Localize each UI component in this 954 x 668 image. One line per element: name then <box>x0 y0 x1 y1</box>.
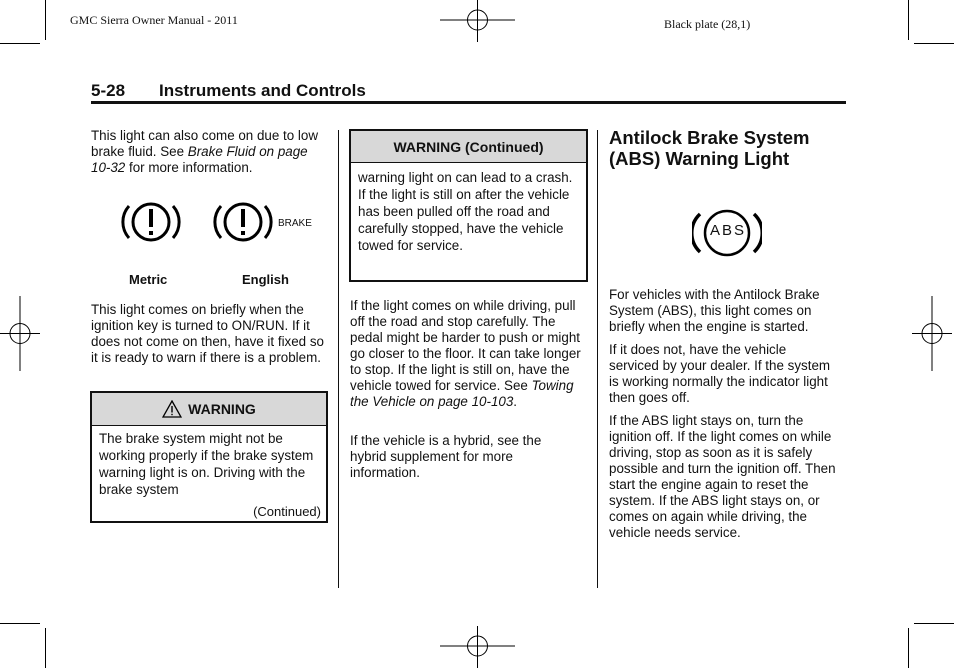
brake-warning-metric-icon <box>117 198 185 246</box>
column-divider <box>338 130 339 588</box>
col1-paragraph-2: This light comes on briefly when the ignition key is turned to ON/RUN. If it does not come on then, have it fixed so it is ready to warn if there is a problem. <box>91 302 324 365</box>
brake-text-label: BRAKE <box>278 218 312 229</box>
crop-mark <box>908 628 909 668</box>
registration-mark-left <box>0 296 40 371</box>
crop-mark <box>914 43 954 44</box>
warning-continued-box <box>349 129 588 282</box>
col3-paragraph-3: If the ABS light stays on, turn the ignition off. If the light comes on while driving, stop as soon as it is safely possible and turn the ignition off. Then start the engine again to reset the system. If the ABS light stays on, or comes on again while driving, the vehicle needs service. <box>609 413 836 540</box>
crop-mark <box>908 0 909 40</box>
warning-triangle-icon <box>162 400 182 418</box>
brake-warning-english-icon <box>213 198 273 246</box>
english-label: English <box>242 272 289 287</box>
warning-continued-body: warning light on can lead to a crash. If the light is still on after the vehicle has been pulled off the road and carefully stopped, have the vehicle towed for service. <box>358 170 573 253</box>
brake-fluid-link[interactable]: Brake Fluid on page 10-32 <box>91 144 308 175</box>
registration-mark-top <box>440 0 515 42</box>
metric-label: Metric <box>129 272 168 287</box>
registration-mark-right <box>912 296 952 371</box>
page-number: 5-28 <box>91 81 126 100</box>
abs-section-heading: Antilock Brake System (ABS) Warning Light <box>609 127 810 169</box>
header-rule <box>91 101 846 104</box>
column-divider <box>597 130 598 588</box>
warning-body: The brake system might not be working properly if the brake system warning light is on. Driving with the brake system <box>99 431 314 497</box>
section-title: Instruments and Controls <box>159 81 366 100</box>
warning-box <box>90 391 328 523</box>
col1-paragraph-1: This light can also come on due to low brake fluid. See Brake Fluid on page 10-32 for more information. <box>91 128 319 175</box>
col2-paragraph-2: If the vehicle is a hybrid, see the hybrid supplement for more information. <box>350 433 542 480</box>
registration-mark-bottom <box>440 626 515 668</box>
crop-mark <box>45 628 46 668</box>
warning-continued-header: WARNING (Continued) <box>351 131 586 163</box>
crop-mark <box>45 0 46 40</box>
col3-paragraph-2: If it does not, have the vehicle serviced by your dealer. If the system is working normally the indicator light then goes off. <box>609 342 831 405</box>
warning-title: WARNING <box>188 401 256 417</box>
doc-title: GMC Sierra Owner Manual - 2011 <box>70 13 238 27</box>
col2-paragraph-1: If the light comes on while driving, pull off the road and stop carefully. The pedal might be harder to push or might go closer to the floor. It can take longer to stop. If the light is still on, have the vehicle towed for service. See Towing the Vehicle on page 10-103. <box>350 298 581 409</box>
crop-mark <box>0 623 40 624</box>
crop-mark <box>0 43 40 44</box>
col3-paragraph-1: For vehicles with the Antilock Brake System (ABS), this light comes on briefly when the engine is started. <box>609 287 820 334</box>
towing-link[interactable]: Towing the Vehicle on page 10-103 <box>350 378 574 409</box>
plate-label: Black plate (28,1) <box>664 17 751 31</box>
warning-header <box>92 393 326 426</box>
warning-continued: (Continued) <box>253 504 321 519</box>
abs-icon-text: ABS <box>709 222 746 239</box>
crop-mark <box>914 623 954 624</box>
